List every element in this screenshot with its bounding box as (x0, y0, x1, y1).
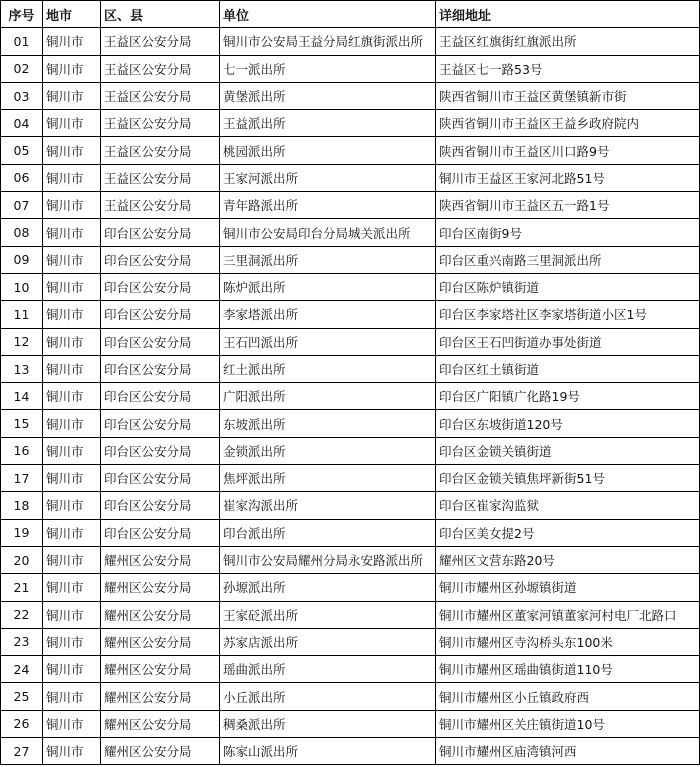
cell-unit: 广阳派出所 (220, 383, 436, 410)
cell-district: 王益区公安分局 (101, 164, 220, 191)
cell-address: 陕西省铜川市王益区黄堡镇新市街 (436, 82, 700, 109)
cell-address: 铜川市耀州区关庄镇街道10号 (436, 710, 700, 737)
cell-unit: 苏家店派出所 (220, 628, 436, 655)
cell-district: 印台区公安分局 (101, 273, 220, 300)
cell-unit: 王家砭派出所 (220, 601, 436, 628)
cell-address: 印台区陈炉镇街道 (436, 273, 700, 300)
cell-district: 王益区公安分局 (101, 28, 220, 55)
table-row (1, 519, 700, 546)
cell-district: 印台区公安分局 (101, 301, 220, 328)
table-row (1, 683, 700, 710)
table-row (1, 355, 700, 382)
cell-index: 16 (1, 437, 43, 464)
cell-unit: 焦坪派出所 (220, 465, 436, 492)
cell-address: 印台区红土镇街道 (436, 355, 700, 382)
cell-city: 铜川市 (43, 28, 101, 55)
cell-district: 印台区公安分局 (101, 219, 220, 246)
cell-index: 12 (1, 328, 43, 355)
cell-index: 23 (1, 628, 43, 655)
cell-unit: 铜川市公安局王益分局红旗街派出所 (220, 28, 436, 55)
cell-district: 耀州区公安分局 (101, 601, 220, 628)
table-row (1, 110, 700, 137)
cell-unit: 东坡派出所 (220, 410, 436, 437)
cell-city: 铜川市 (43, 246, 101, 273)
table-row (1, 164, 700, 191)
cell-district: 印台区公安分局 (101, 465, 220, 492)
cell-city: 铜川市 (43, 110, 101, 137)
cell-address: 印台区崔家沟监狱 (436, 492, 700, 519)
cell-address: 印台区金锁关镇焦坪新街51号 (436, 465, 700, 492)
table-row (1, 656, 700, 683)
cell-address: 印台区王石凹街道办事处街道 (436, 328, 700, 355)
cell-city: 铜川市 (43, 192, 101, 219)
cell-city: 铜川市 (43, 492, 101, 519)
cell-index: 09 (1, 246, 43, 273)
table-row (1, 465, 700, 492)
cell-district: 耀州区公安分局 (101, 656, 220, 683)
cell-index: 26 (1, 710, 43, 737)
table-row (1, 738, 700, 765)
cell-unit: 王益派出所 (220, 110, 436, 137)
cell-district: 耀州区公安分局 (101, 683, 220, 710)
table-header-row (1, 1, 700, 28)
cell-unit: 铜川市公安局印台分局城关派出所 (220, 219, 436, 246)
cell-index: 03 (1, 82, 43, 109)
cell-index: 25 (1, 683, 43, 710)
table-row (1, 273, 700, 300)
cell-unit: 铜川市公安局耀州分局永安路派出所 (220, 546, 436, 573)
cell-unit: 王家河派出所 (220, 164, 436, 191)
cell-address: 铜川市耀州区孙塬镇街道 (436, 574, 700, 601)
cell-unit: 瑶曲派出所 (220, 656, 436, 683)
cell-index: 10 (1, 273, 43, 300)
cell-index: 17 (1, 465, 43, 492)
cell-city: 铜川市 (43, 437, 101, 464)
cell-index: 07 (1, 192, 43, 219)
cell-address: 铜川市耀州区庙湾镇河西 (436, 738, 700, 765)
table-row (1, 328, 700, 355)
cell-address: 铜川市耀州区瑶曲镇街道110号 (436, 656, 700, 683)
cell-city: 铜川市 (43, 738, 101, 765)
cell-unit: 李家塔派出所 (220, 301, 436, 328)
cell-city: 铜川市 (43, 601, 101, 628)
cell-city: 铜川市 (43, 55, 101, 82)
cell-index: 08 (1, 219, 43, 246)
cell-city: 铜川市 (43, 546, 101, 573)
cell-city: 铜川市 (43, 574, 101, 601)
cell-unit: 青年路派出所 (220, 192, 436, 219)
cell-district: 印台区公安分局 (101, 519, 220, 546)
header-address: 详细地址 (436, 1, 700, 28)
header-index: 序号 (1, 1, 43, 28)
cell-address: 铜川市耀州区小丘镇政府西 (436, 683, 700, 710)
cell-unit: 红土派出所 (220, 355, 436, 382)
header-unit: 单位 (220, 1, 436, 28)
cell-address: 铜川市耀州区董家河镇董家河村电厂北路口 (436, 601, 700, 628)
cell-address: 印台区美女提2号 (436, 519, 700, 546)
cell-index: 24 (1, 656, 43, 683)
cell-unit: 印台派出所 (220, 519, 436, 546)
cell-unit: 小丘派出所 (220, 683, 436, 710)
cell-city: 铜川市 (43, 656, 101, 683)
cell-address: 王益区红旗街红旗派出所 (436, 28, 700, 55)
table-row (1, 219, 700, 246)
table-row (1, 710, 700, 737)
cell-address: 印台区重兴南路三里洞派出所 (436, 246, 700, 273)
table-row (1, 137, 700, 164)
cell-index: 02 (1, 55, 43, 82)
cell-city: 铜川市 (43, 328, 101, 355)
cell-district: 王益区公安分局 (101, 55, 220, 82)
cell-address: 铜川市王益区王家河北路51号 (436, 164, 700, 191)
cell-city: 铜川市 (43, 410, 101, 437)
table-row (1, 437, 700, 464)
cell-city: 铜川市 (43, 355, 101, 382)
cell-address: 耀州区文营东路20号 (436, 546, 700, 573)
cell-district: 印台区公安分局 (101, 355, 220, 382)
cell-address: 陕西省铜川市王益区川口路9号 (436, 137, 700, 164)
cell-city: 铜川市 (43, 710, 101, 737)
cell-city: 铜川市 (43, 383, 101, 410)
cell-district: 印台区公安分局 (101, 410, 220, 437)
table-row (1, 383, 700, 410)
cell-district: 印台区公安分局 (101, 246, 220, 273)
cell-index: 27 (1, 738, 43, 765)
cell-address: 陕西省铜川市王益区王益乡政府院内 (436, 110, 700, 137)
table-row (1, 28, 700, 55)
cell-city: 铜川市 (43, 628, 101, 655)
table-row (1, 301, 700, 328)
cell-district: 印台区公安分局 (101, 492, 220, 519)
cell-unit: 陈家山派出所 (220, 738, 436, 765)
cell-city: 铜川市 (43, 164, 101, 191)
header-city: 地市 (43, 1, 101, 28)
cell-index: 14 (1, 383, 43, 410)
cell-district: 耀州区公安分局 (101, 710, 220, 737)
cell-unit: 金锁派出所 (220, 437, 436, 464)
cell-index: 21 (1, 574, 43, 601)
cell-unit: 王石凹派出所 (220, 328, 436, 355)
cell-address: 印台区东坡街道120号 (436, 410, 700, 437)
cell-address: 王益区七一路53号 (436, 55, 700, 82)
cell-index: 11 (1, 301, 43, 328)
cell-index: 19 (1, 519, 43, 546)
cell-unit: 稠桑派出所 (220, 710, 436, 737)
table-row (1, 246, 700, 273)
table-row (1, 82, 700, 109)
cell-address: 印台区广阳镇广化路19号 (436, 383, 700, 410)
cell-index: 18 (1, 492, 43, 519)
cell-city: 铜川市 (43, 301, 101, 328)
cell-address: 铜川市耀州区寺沟桥头东100米 (436, 628, 700, 655)
cell-index: 06 (1, 164, 43, 191)
cell-city: 铜川市 (43, 683, 101, 710)
table-row (1, 192, 700, 219)
table-row (1, 574, 700, 601)
table-row (1, 628, 700, 655)
cell-index: 05 (1, 137, 43, 164)
table-row (1, 601, 700, 628)
cell-district: 耀州区公安分局 (101, 574, 220, 601)
cell-city: 铜川市 (43, 519, 101, 546)
cell-unit: 孙塬派出所 (220, 574, 436, 601)
cell-address: 印台区李家塔社区李家塔街道小区1号 (436, 301, 700, 328)
cell-district: 王益区公安分局 (101, 192, 220, 219)
table-row (1, 492, 700, 519)
cell-address: 印台区南街9号 (436, 219, 700, 246)
cell-city: 铜川市 (43, 219, 101, 246)
cell-district: 耀州区公安分局 (101, 738, 220, 765)
cell-district: 王益区公安分局 (101, 82, 220, 109)
cell-district: 耀州区公安分局 (101, 546, 220, 573)
cell-district: 印台区公安分局 (101, 328, 220, 355)
cell-index: 01 (1, 28, 43, 55)
cell-unit: 陈炉派出所 (220, 273, 436, 300)
cell-city: 铜川市 (43, 82, 101, 109)
table-row (1, 546, 700, 573)
cell-unit: 黄堡派出所 (220, 82, 436, 109)
cell-unit: 七一派出所 (220, 55, 436, 82)
cell-index: 13 (1, 355, 43, 382)
cell-district: 印台区公安分局 (101, 437, 220, 464)
cell-unit: 桃园派出所 (220, 137, 436, 164)
cell-unit: 三里洞派出所 (220, 246, 436, 273)
cell-address: 印台区金锁关镇街道 (436, 437, 700, 464)
cell-city: 铜川市 (43, 273, 101, 300)
header-district: 区、县 (101, 1, 220, 28)
cell-district: 王益区公安分局 (101, 110, 220, 137)
cell-district: 印台区公安分局 (101, 383, 220, 410)
cell-address: 陕西省铜川市王益区五一路1号 (436, 192, 700, 219)
table-row (1, 410, 700, 437)
cell-index: 20 (1, 546, 43, 573)
cell-unit: 崔家沟派出所 (220, 492, 436, 519)
table-body (1, 28, 700, 765)
cell-index: 22 (1, 601, 43, 628)
cell-district: 耀州区公安分局 (101, 628, 220, 655)
table-row (1, 55, 700, 82)
cell-district: 王益区公安分局 (101, 137, 220, 164)
cell-index: 04 (1, 110, 43, 137)
cell-city: 铜川市 (43, 137, 101, 164)
cell-city: 铜川市 (43, 465, 101, 492)
cell-index: 15 (1, 410, 43, 437)
